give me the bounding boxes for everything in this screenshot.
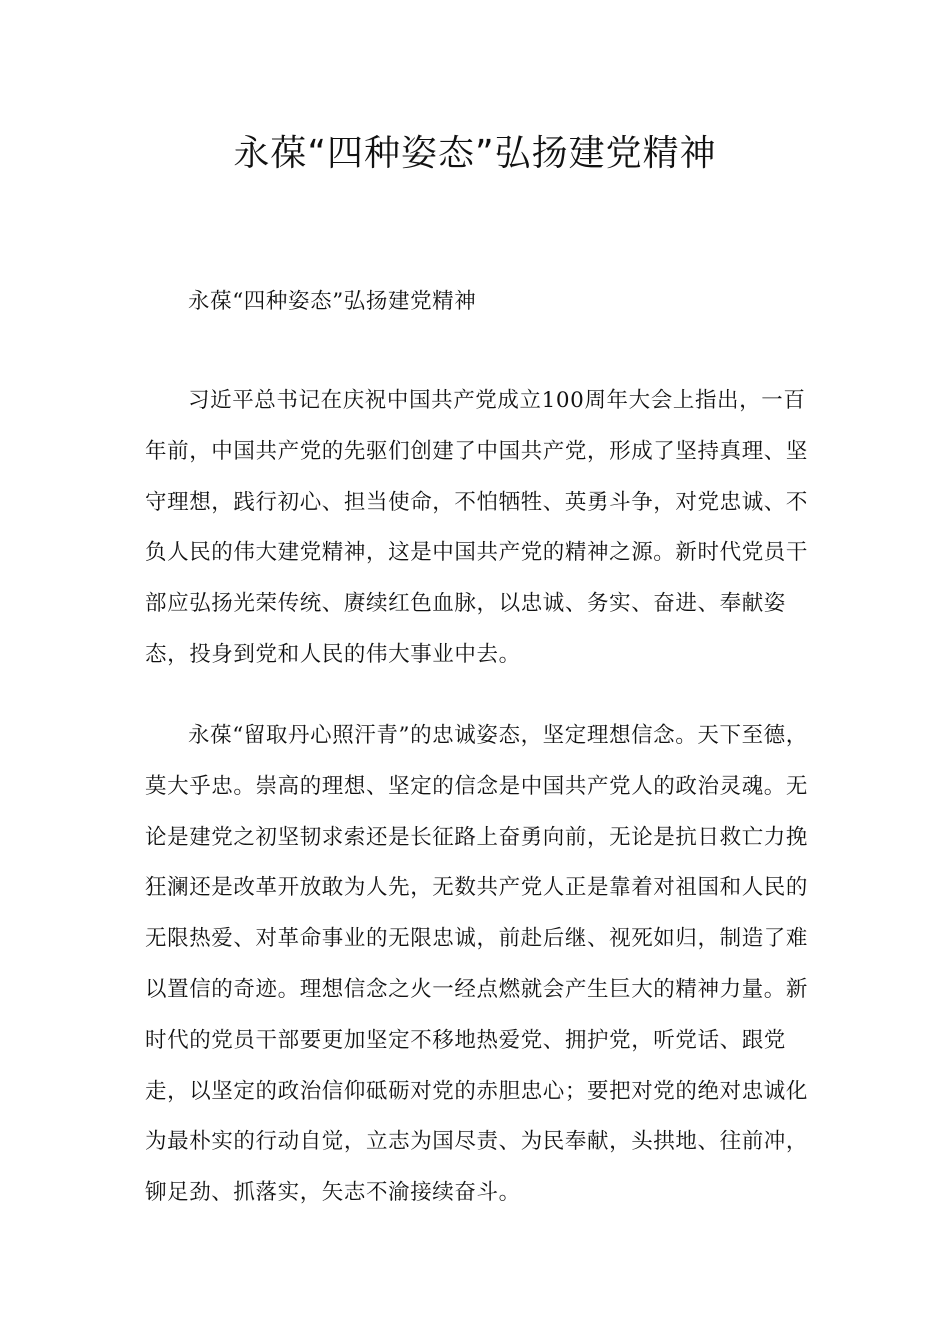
- intro-paragraph: 习近平总书记在庆祝中国共产党成立100周年大会上指出，一百年前，中国共产党的先驱们创建了中国共产党，形成了坚持真理、坚守理想，践行初心、担当使命，不怕牺牲、英勇斗争，对党忠诚、不负人民的伟大建党精神，这是中国共产党的精神之源。新时代党员干部应弘扬光荣传统、赓续红色血脉，以忠诚、务实、奋进、奉献姿态，投身到党和人民的伟大事业中去。: [145, 388, 809, 667]
- document-title: 永葆“四种姿态”弘扬建党精神: [233, 133, 717, 174]
- loyalty-paragraph: 永葆“留取丹心照汗青”的忠诚姿态，坚定理想信念。天下至德，莫大乎忠。崇高的理想、坚定的信念是中国共产党人的政治灵魂。无论是建党之初坚韧求索还是长征路上奋勇向前，无论是抗日救亡力挽狂澜还是改革开放敢为人先，无数共产党人正是靠着对祖国和人民的无限热爱、对革命事业的无限忠诚，前赴后继、视死如归，制造了难以置信的奇迹。理想信念之火一经点燃就会产生巨大的精神力量。新时代的党员干部要更加坚定不移地热爱党、拥护党，听党话、跟党走，以坚定的政治信仰砥砺对党的赤胆忠心；要把对党的绝对忠诚化为最朴实的行动自觉，立志为国尽责、为民奉献，头拱地、往前冲，铆足劲、抓落实，矢志不渝接续奋斗。: [145, 723, 809, 1206]
- subtitle-paragraph: 永葆“四种姿态”弘扬建党精神: [188, 289, 477, 314]
